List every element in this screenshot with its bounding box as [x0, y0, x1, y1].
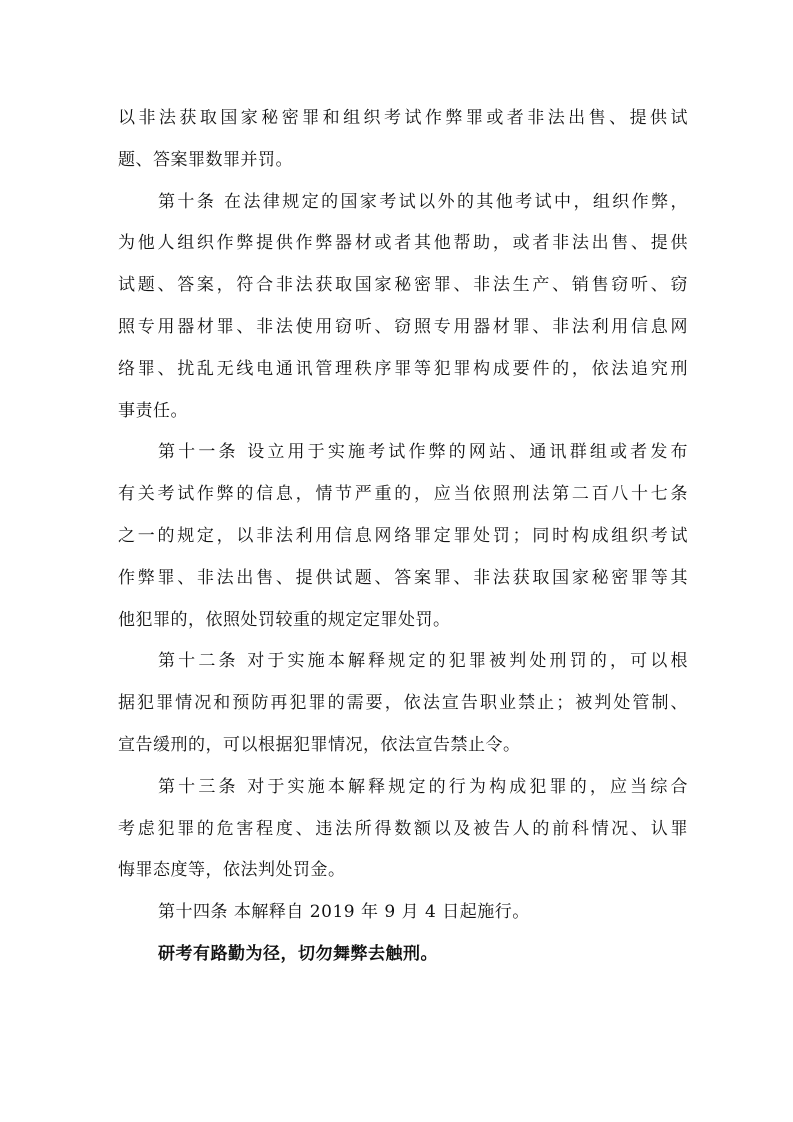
text-line: 考虑犯罪的危害程度、违法所得数额以及被告人的前科情况、认罪: [118, 818, 688, 839]
article-14-line: 第十四条 本解释自 2019 年 9 月 4 日起施行。: [158, 902, 530, 923]
text-line: 试题、答案，符合非法获取国家秘密罪、非法生产、销售窃听、窃: [118, 275, 688, 296]
article-13-heading-line: 第十三条 对于实施本解释规定的行为构成犯罪的，应当综合: [158, 776, 688, 797]
text-line: 以非法获取国家秘密罪和组织考试作弊罪或者非法出售、提供试: [118, 108, 688, 128]
article-12-heading-line: 第十二条 对于实施本解释规定的犯罪被判处刑罚的，可以根: [158, 651, 688, 672]
text-line: 络罪、扰乱无线电通讯管理秩序罪等犯罪构成要件的，依法追究刑: [118, 358, 688, 379]
text-line: 悔罪态度等，依法判处罚金。: [118, 860, 346, 881]
text-line: 事责任。: [118, 400, 188, 421]
document-body: [118, 98, 688, 976]
text-line: 作弊罪、非法出售、提供试题、答案罪、非法获取国家秘密罪等其: [118, 567, 688, 588]
text-line: 照专用器材罪、非法使用窃听、窃照专用器材罪、非法利用信息网: [118, 316, 688, 337]
text-line: 他犯罪的，依照处罚较重的规定定罪处罚。: [118, 609, 451, 630]
text-line: 据犯罪情况和预防再犯罪的需要，依法宣告职业禁止；被判处管制、: [118, 693, 688, 714]
article-10-heading-line: 第十条 在法律规定的国家考试以外的其他考试中，组织作弊，: [158, 191, 688, 212]
closing-slogan: 研考有路勤为径，切勿舞弊去触刑。: [158, 943, 438, 964]
text-line: 为他人组织作弊提供作弊器材或者其他帮助，或者非法出售、提供: [118, 233, 688, 254]
text-line: 宣告缓刑的，可以根据犯罪情况，依法宣告禁止令。: [118, 734, 521, 755]
text-line: 题、答案罪数罪并罚。: [118, 149, 293, 170]
text-line: 有关考试作弊的信息，情节严重的，应当依照刑法第二百八十七条: [118, 484, 688, 505]
article-11-heading-line: 第十一条 设立用于实施考试作弊的网站、通讯群组或者发布: [158, 442, 688, 463]
text-line: 之一的规定，以非法利用信息网络罪定罪处罚；同时构成组织考试: [118, 525, 688, 546]
